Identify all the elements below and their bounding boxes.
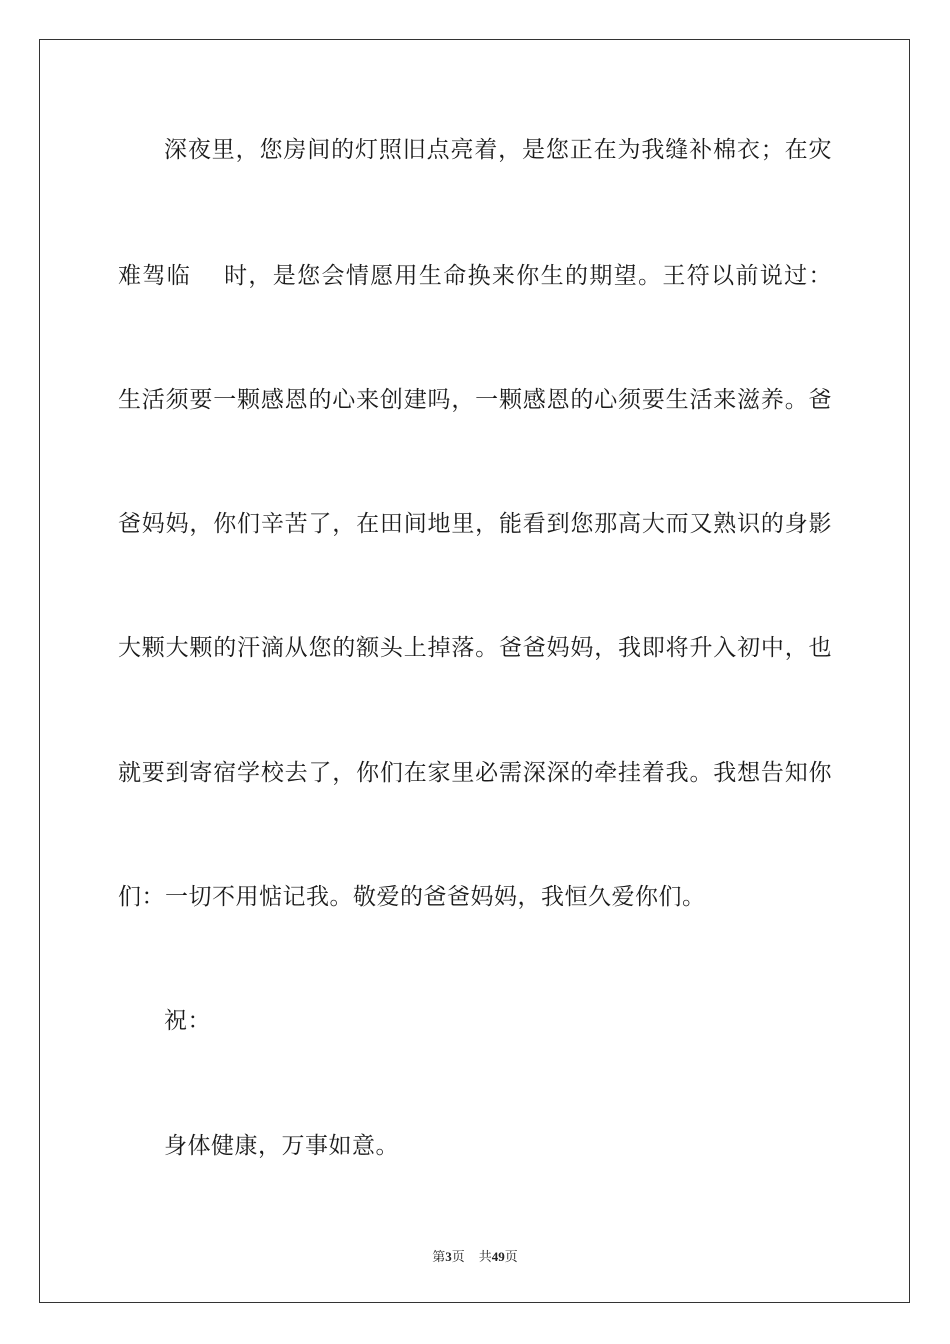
paragraph-line-7: 们：一切不用惦记我。敬爱的爸爸妈妈，我恒久爱你们。 <box>118 884 706 910</box>
paragraph-line-4: 爸妈妈，你们辛苦了，在田间地里，能看到您那高大而又熟识的身影 <box>118 511 832 537</box>
total-suffix: 页 <box>504 1250 518 1265</box>
closing-salutation: 祝： <box>164 1008 211 1034</box>
total-prefix: 共 <box>478 1250 492 1265</box>
page-suffix: 页 <box>451 1250 465 1265</box>
page-footer <box>0 1248 950 1267</box>
total-pages: 49 <box>491 1249 505 1264</box>
paragraph-line-1: 深夜里，您房间的灯照旧点亮着，是您正在为我缝补棉衣；在灾 <box>164 137 832 163</box>
closing-wish: 身体健康，万事如意。 <box>164 1133 399 1159</box>
page-border <box>39 39 910 1303</box>
paragraph-line-2: 难驾临 时，是您会情愿用生命换来你生的期望。王符以前说过： <box>118 263 832 289</box>
paragraph-line-6: 就要到寄宿学校去了，你们在家里必需深深的牵挂着我。我想告知你 <box>118 760 832 786</box>
paragraph-line-3: 生活须要一颗感恩的心来创建吗，一颗感恩的心须要生活来滋养。爸 <box>118 387 832 413</box>
paragraph-line-5: 大颗大颗的汗滴从您的额头上掉落。爸爸妈妈，我即将升入初中，也 <box>118 635 832 661</box>
page-number: 3 <box>445 1249 452 1264</box>
page-prefix: 第 <box>432 1250 446 1265</box>
